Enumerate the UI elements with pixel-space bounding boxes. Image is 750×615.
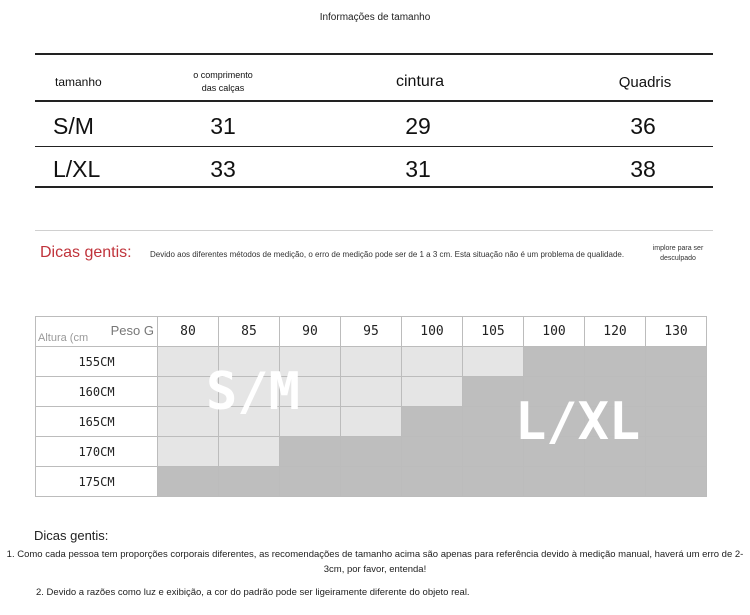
grid-cell bbox=[341, 377, 402, 407]
grid-cell bbox=[280, 437, 341, 467]
grid-cell bbox=[463, 347, 524, 377]
grid-cell bbox=[219, 467, 280, 497]
grid-cell bbox=[402, 377, 463, 407]
grid-cell bbox=[646, 347, 707, 377]
header-length-line2: das calças bbox=[201, 83, 245, 93]
grid-header-row bbox=[36, 317, 707, 347]
row-waist: 31 bbox=[405, 155, 431, 182]
grid-cell bbox=[646, 377, 707, 407]
zone-label-large: L/XL bbox=[515, 392, 641, 452]
grid-cell bbox=[524, 467, 585, 497]
grid-cell bbox=[524, 347, 585, 377]
note-2: 2. Devido a razões como luz e exibição, a cor do padrão pode ser ligeiramente diferente do objeto real. bbox=[36, 587, 470, 598]
grid-cell bbox=[341, 347, 402, 377]
weight-header: 130 bbox=[646, 317, 707, 347]
grid-cell bbox=[402, 347, 463, 377]
weight-header: 85 bbox=[219, 317, 280, 347]
grid-cell bbox=[402, 467, 463, 497]
height-axis-label: Altura (cm bbox=[38, 332, 89, 344]
grid-cell bbox=[219, 437, 280, 467]
grid-cell bbox=[646, 407, 707, 437]
weight-header: 120 bbox=[585, 317, 646, 347]
grid-cell bbox=[646, 467, 707, 497]
row-size: S/M bbox=[53, 112, 94, 139]
grid-cell bbox=[341, 407, 402, 437]
height-header: 160CM bbox=[36, 377, 158, 407]
weight-header: 100 bbox=[524, 317, 585, 347]
header-length-line1: o comprimento bbox=[193, 70, 253, 80]
grid-cell bbox=[158, 437, 219, 467]
tips-text: Devido aos diferentes métodos de medição, o erro de medição pode ser de 1 a 3 cm. Esta situação não é um problema de qualidade. bbox=[150, 250, 625, 259]
header-size: tamanho bbox=[55, 75, 102, 89]
grid-cell bbox=[402, 407, 463, 437]
weight-axis-label: Peso G bbox=[110, 323, 154, 338]
table-bottom-border bbox=[35, 186, 713, 188]
grid-cell bbox=[341, 437, 402, 467]
height-header: 165CM bbox=[36, 407, 158, 437]
table-row bbox=[35, 147, 713, 191]
row-size: L/XL bbox=[53, 155, 101, 182]
banner-top-divider bbox=[35, 230, 713, 231]
weight-header: 100 bbox=[402, 317, 463, 347]
grid-cell bbox=[585, 347, 646, 377]
grid-cell bbox=[402, 437, 463, 467]
weight-header: 90 bbox=[280, 317, 341, 347]
size-info-title: Informações de tamanho bbox=[319, 12, 431, 23]
tips-extra: implore para ser desculpado bbox=[652, 245, 704, 262]
height-header: 175CM bbox=[36, 467, 158, 497]
table-top-border bbox=[35, 53, 713, 55]
weight-header: 95 bbox=[341, 317, 402, 347]
header-length bbox=[183, 62, 263, 102]
grid-cell bbox=[280, 467, 341, 497]
zone-label-small: S/M bbox=[206, 362, 300, 422]
height-header: 170CM bbox=[36, 437, 158, 467]
grid-cell bbox=[585, 467, 646, 497]
grid-cell bbox=[158, 467, 219, 497]
grid-row bbox=[36, 467, 707, 497]
grid-cell bbox=[646, 437, 707, 467]
row-waist: 29 bbox=[405, 112, 431, 139]
grid-row bbox=[36, 347, 707, 377]
notes-title: Dicas gentis: bbox=[34, 528, 109, 543]
row-hips: 38 bbox=[630, 155, 656, 182]
weight-header: 105 bbox=[463, 317, 524, 347]
grid-corner bbox=[36, 317, 158, 347]
weight-header: 80 bbox=[158, 317, 219, 347]
header-waist: cintura bbox=[395, 73, 445, 90]
note-1: 1. Como cada pessoa tem proporções corporais diferentes, as recomendações de tamanho acima são apenas para referência devido à medição manual, haverá um erro de 2-3cm, por favor, entenda! bbox=[6, 549, 744, 575]
grid-cell bbox=[341, 467, 402, 497]
table-row bbox=[35, 104, 713, 148]
row-hips: 36 bbox=[630, 112, 656, 139]
tips-label: Dicas gentis: bbox=[40, 244, 132, 261]
grid-cell bbox=[463, 467, 524, 497]
header-hips: Quadris bbox=[618, 73, 672, 91]
header-bottom-border bbox=[35, 100, 713, 102]
height-header: 155CM bbox=[36, 347, 158, 377]
row-length: 31 bbox=[210, 112, 236, 139]
row-length: 33 bbox=[210, 155, 236, 182]
